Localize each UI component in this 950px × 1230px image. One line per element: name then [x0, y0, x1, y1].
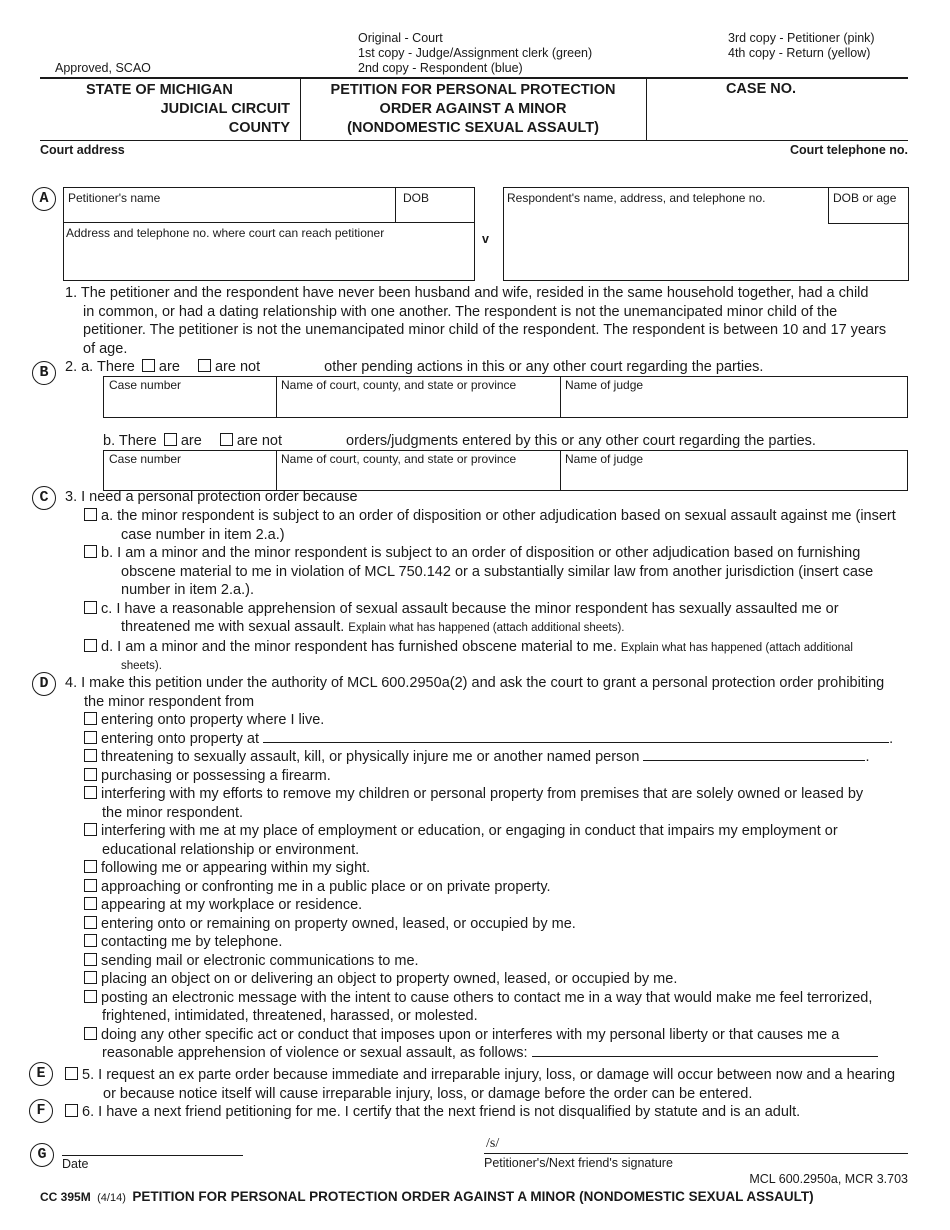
copy-distribution-left: Original - Court 1st copy - Judge/Assignment clerk (green) 2nd copy - Respondent (blue)	[358, 31, 593, 75]
item-2b-are-not-checkbox[interactable]	[220, 433, 233, 446]
item-4-option: entering onto or remaining on property owned, leased, or occupied by me.	[84, 915, 910, 934]
state-label: STATE OF MICHIGAN	[86, 82, 233, 98]
item-4-option-checkbox[interactable]	[84, 916, 97, 929]
item-4-option-checkbox[interactable]	[84, 860, 97, 873]
item-4-option: entering onto property where I live.	[84, 711, 910, 730]
item-4-option: following me or appearing within my sight.	[84, 859, 910, 878]
court-identification	[40, 81, 290, 138]
item-4-option-checkbox[interactable]	[84, 879, 97, 892]
case-no-label: CASE NO.	[725, 81, 797, 97]
item-4-option: entering onto property at .	[84, 730, 910, 749]
petitioner-address-field[interactable]: Address and telephone no. where court can reach petitioner	[66, 226, 385, 240]
marker-g: G	[30, 1143, 54, 1167]
item-3c: c. I have a reasonable apprehension of sexual assault because the minor respondent has sexually assaulted me or	[84, 600, 910, 619]
item-2a-are-checkbox[interactable]	[142, 359, 155, 372]
form-number: CC 395M	[40, 1190, 91, 1204]
item-2a-case-number-field[interactable]: Case number	[109, 378, 182, 392]
item-4-options: entering onto property where I live. entering onto property at . threatening to sexually assault, kill, or physically injure me or another named person . purchasing or possessing a firearm. interfering with my efforts to remove my children or personal property from premises that are solely owned or leased by the minor respondent. interfering with me at my place of employment or education, or engaging in conduct that impairs my employment or educational relationship or environment. following me or appearing within my sight. approaching or confronting me in a public place or on private property. appearing at my workplace or residence. entering onto or remaining on property owned, leased, or occupied by me. contacting me by telephone. sending mail or electronic communications to me. placing an object on or delivering an object to property owned, leased, or occupied by me. posting an electronic message with the intent to cause others to contact me in a way that would make me feel terrorized, frightened, intimidated, threatened, harassed, or molested. doing any other specific act or conduct that imposes upon or interferes with my personal liberty or that causes me a reasonable apprehension of violence or sexual assault, as follows:	[84, 711, 910, 1063]
signature-line[interactable]	[484, 1153, 908, 1154]
item-4-option-checkbox[interactable]	[84, 731, 97, 744]
item-4-option-checkbox[interactable]	[84, 749, 97, 762]
header-bottom-rule	[40, 140, 908, 141]
respondent-field[interactable]: Respondent's name, address, and telephone no.	[507, 191, 766, 205]
date-label: Date	[62, 1157, 89, 1171]
item-3-options: a. the minor respondent is subject to an order of disposition or other adjudication based on sexual assault against me (insert case number in item 2.a.) b. I am a minor and the minor respondent is subject to an order of disposition or other adjudication based on furnishing obscene material to me in violation of MCL 750.142 or a substantially similar law from another jurisdiction (insert case number in item 2.a.). c. I have a reasonable apprehension of sexual assault because the minor respondent has sexually assaulted me or threatened me with sexual assault. Explain what has happened (attach additional sheets). d. I am a minor and the minor respondent has furnished obscene material to me. Explain what has happened (attach additional sheets).	[84, 507, 910, 676]
item-4-option-checkbox[interactable]	[84, 934, 97, 947]
marker-a: A	[32, 187, 56, 211]
form-footer	[40, 1188, 814, 1206]
item-4-option-checkbox[interactable]	[84, 990, 97, 1003]
footer-title: PETITION FOR PERSONAL PROTECTION ORDER AGAINST A MINOR (NONDOMESTIC SEXUAL ASSAULT)	[132, 1189, 814, 1204]
respondent-dob-field[interactable]: DOB or age	[833, 191, 897, 205]
item-4-option-checkbox[interactable]	[84, 823, 97, 836]
item-4-option-checkbox[interactable]	[84, 953, 97, 966]
marker-b: B	[32, 361, 56, 385]
item-2a-court-field[interactable]: Name of court, county, and state or province	[281, 378, 517, 392]
marker-c: C	[32, 486, 56, 510]
named-person-field[interactable]	[643, 760, 865, 761]
item-3b: b. I am a minor and the minor respondent is subject to an order of disposition or other adjudication based on furnishing	[84, 544, 910, 563]
court-phone-label: Court telephone no.	[789, 143, 908, 157]
item-4-option-checkbox[interactable]	[84, 971, 97, 984]
item-2b-are-checkbox[interactable]	[164, 433, 177, 446]
item-3-heading: 3. I need a personal protection order because	[65, 489, 358, 505]
item-3d: d. I am a minor and the minor respondent has furnished obscene material to me. Explain what has happened (attach additional	[84, 638, 910, 658]
item-6-checkbox[interactable]	[65, 1104, 78, 1117]
item-4-option: appearing at my workplace or residence.	[84, 896, 910, 915]
circuit-label: JUDICIAL CIRCUIT	[160, 101, 290, 117]
signature-mark: /s/	[486, 1136, 500, 1151]
item-3a-checkbox[interactable]	[84, 508, 97, 521]
form-date: (4/14)	[97, 1192, 126, 1204]
signature-label: Petitioner's/Next friend's signature	[484, 1156, 673, 1170]
item-4-option-checkbox[interactable]	[84, 768, 97, 781]
item-6: 6. I have a next friend petitioning for me. I certify that the next friend is not disqualified by statute and is an adult.	[65, 1103, 910, 1122]
item-4-option-checkbox[interactable]	[84, 1027, 97, 1040]
item-3c-checkbox[interactable]	[84, 601, 97, 614]
item-4-option: doing any other specific act or conduct that imposes upon or interferes with my personal liberty or that causes me a	[84, 1026, 910, 1045]
item-4-option: approaching or confronting me in a public place or on private property.	[84, 878, 910, 897]
item-2a-row: 2. a. There are are not other pending actions in this or any other court regarding the parties.	[65, 359, 764, 375]
item-4-option: placing an object on or delivering an object to property owned, leased, or occupied by me.	[84, 970, 910, 989]
item-2b-judge-field[interactable]: Name of judge	[565, 452, 644, 466]
versus-label: v	[482, 232, 489, 246]
item-4-option: sending mail or electronic communications to me.	[84, 952, 910, 971]
item-4-option-checkbox[interactable]	[84, 786, 97, 799]
header-top-rule	[40, 77, 908, 79]
item-2b-row: b. There are are not orders/judgments entered by this or any other court regarding the parties.	[103, 433, 816, 449]
approved-label: Approved, SCAO	[55, 61, 151, 75]
item-4-option: interfering with my efforts to remove my children or personal property from premises that are solely owned or leased by	[84, 785, 910, 804]
item-2b-court-field[interactable]: Name of court, county, and state or province	[281, 452, 517, 466]
item-4-option-checkbox[interactable]	[84, 897, 97, 910]
date-line[interactable]	[62, 1155, 243, 1156]
marker-e: E	[29, 1062, 53, 1086]
county-label: COUNTY	[228, 120, 290, 136]
item-5-checkbox[interactable]	[65, 1067, 78, 1080]
item-2b-case-number-field[interactable]: Case number	[109, 452, 182, 466]
form-title: PETITION FOR PERSONAL PROTECTION ORDER AGAINST A MINOR (NONDOMESTIC SEXUAL ASSAULT)	[330, 82, 616, 136]
item-3a: a. the minor respondent is subject to an order of disposition or other adjudication based on sexual assault against me (insert	[84, 507, 910, 526]
item-4-option: contacting me by telephone.	[84, 933, 910, 952]
item-2a-judge-field[interactable]: Name of judge	[565, 378, 644, 392]
item-2a-are-not-checkbox[interactable]	[198, 359, 211, 372]
petitioner-dob-field[interactable]: DOB	[403, 191, 430, 205]
item-4-option: interfering with me at my place of employment or education, or engaging in conduct that impairs my employment or	[84, 822, 910, 841]
marker-d: D	[32, 672, 56, 696]
other-conduct-field[interactable]	[532, 1056, 878, 1057]
statute-reference: MCL 600.2950a, MCR 3.703	[749, 1172, 908, 1186]
item-5: 5. I request an ex parte order because immediate and irreparable injury, loss, or damage will occur between now and a hearing or because notice itself will cause irreparable injury, loss, or damage before the order can be entered.	[65, 1066, 910, 1103]
item-3b-checkbox[interactable]	[84, 545, 97, 558]
item-3d-checkbox[interactable]	[84, 639, 97, 652]
item-4-option: posting an electronic message with the intent to cause others to contact me in a way that would make me feel terrorized,	[84, 989, 910, 1008]
item-1-text: 1. The petitioner and the respondent have never been husband and wife, resided in the same household together, had a child in common, or had a dating relationship with one another. The respondent is not the unemancipated minor child of the petitioner. The petitioner is not the unemancipated minor child of the respondent. The respondent is between 10 and 17 years of age.	[65, 285, 887, 357]
property-address-field[interactable]	[263, 742, 889, 743]
item-4-option: threatening to sexually assault, kill, or physically injure me or another named person .	[84, 748, 910, 767]
copy-distribution-right: 3rd copy - Petitioner (pink) 4th copy - Return (yellow)	[728, 31, 875, 60]
court-address-label: Court address	[40, 143, 125, 157]
marker-f: F	[29, 1099, 53, 1123]
item-4-option-checkbox[interactable]	[84, 712, 97, 725]
item-4-heading: 4. I make this petition under the authority of MCL 600.2950a(2) and ask the court to grant a personal protection order prohibiting the minor respondent from	[65, 675, 885, 710]
petitioner-name-field[interactable]: Petitioner's name	[68, 191, 161, 205]
item-4-option: purchasing or possessing a firearm.	[84, 767, 910, 786]
